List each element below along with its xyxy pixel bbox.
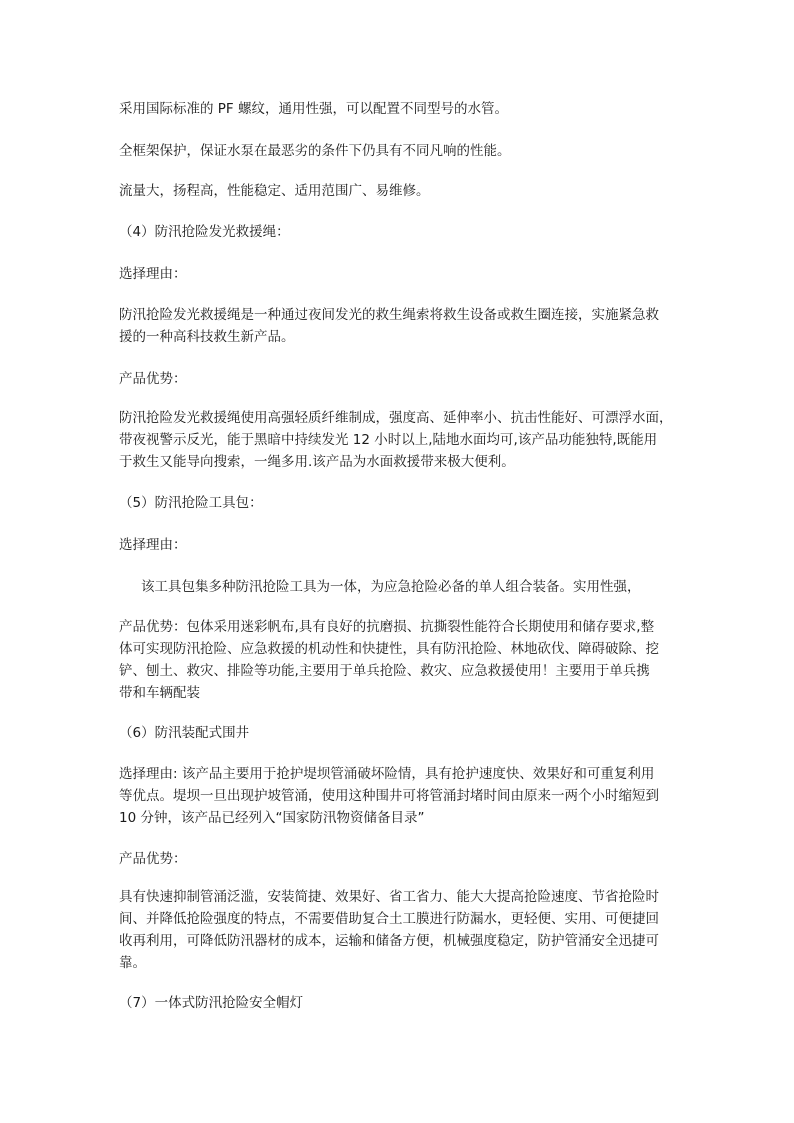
text-line: 产品优势：包体采用迷彩帆布,具有良好的抗磨损、抗撕裂性能符合长期使用和储存要求,整 xyxy=(119,619,655,635)
text-line: 采用国际标准的 PF 螺纹，通用性强，可以配置不同型号的水管。 xyxy=(119,101,508,117)
text-line: 该工具包集多种防汛抢险工具为一体，为应急抢险必备的单人组合装备。实用性强， xyxy=(141,579,641,595)
text-line: （6）防汛装配式围井 xyxy=(119,725,250,741)
text-line: 援的一种高科技救生新产品。 xyxy=(119,329,295,345)
heading-item-7 xyxy=(119,992,679,1014)
text-line: 全框架保护，保证水泵在最恶劣的条件下仍具有不同凡响的性能。 xyxy=(119,143,511,159)
text-line: 选择理由: 该产品主要用于抢护堤坝管涌破坏险情，具有抢护速度快、效果好和可重复利用 xyxy=(119,766,655,782)
text-line: 间、并降低抢险强度的特点，不需要借助复合土工膜进行防漏水，更轻便、实用、可便捷回 xyxy=(119,911,659,927)
text-line: （4）防汛抢险发光救援绳： xyxy=(119,224,290,240)
text-line: 铲、刨土、救灾、排险等功能,主要用于单兵抢险、救灾、应急救援使用！主要用于单兵携 xyxy=(119,663,650,679)
heading-item-4 xyxy=(119,221,679,243)
text-line: 防汛抢险发光救援绳是一种通过夜间发光的救生绳索将救生设备或救生圈连接，实施紧急救 xyxy=(119,307,659,323)
text-line: 产品优势： xyxy=(119,851,187,867)
paragraph-toolkit-reason xyxy=(141,576,681,598)
label-advantage-6 xyxy=(119,848,679,870)
text-line: 防汛抢险发光救援绳使用高强轻质纤维制成，强度高、延伸率小、抗击性能好、可漂浮水面， xyxy=(119,410,673,426)
paragraph-toolkit-advantage xyxy=(119,616,679,704)
text-line: 靠。 xyxy=(119,955,146,971)
paragraph-frame-protection xyxy=(119,140,679,162)
paragraph-pf-thread xyxy=(119,98,679,120)
text-line: （7）一体式防汛抢险安全帽灯 xyxy=(119,995,304,1011)
text-line: 流量大，扬程高，性能稳定、适用范围广、易维修。 xyxy=(119,183,430,199)
text-line: 等优点。堤坝一旦出现护坡管涌，使用这种围井可将管涌封堵时间由原来一两个小时缩短到 xyxy=(119,788,659,804)
paragraph-well-reason xyxy=(119,763,679,829)
text-line: 收再利用，可降低防汛器材的成本，运输和储备方便，机械强度稳定，防护管涌安全迅捷可 xyxy=(119,933,659,949)
text-line: 带和车辆配装 xyxy=(119,685,200,701)
text-line: 产品优势： xyxy=(119,371,187,387)
text-line: 选择理由： xyxy=(119,537,187,553)
paragraph-rope-advantage xyxy=(119,407,679,473)
label-reason-4 xyxy=(119,263,679,285)
paragraph-rope-reason xyxy=(119,304,679,348)
paragraph-well-advantage xyxy=(119,886,679,974)
text-line: 于救生又能导向搜索，一绳多用.该产品为水面救援带来极大便利。 xyxy=(119,454,515,470)
text-line: 带夜视警示反光，能于黑暗中持续发光 12 小时以上,陆地水面均可,该产品功能独特,既能用 xyxy=(119,432,658,448)
paragraph-flow-features xyxy=(119,180,679,202)
text-line: 10 分钟，该产品已经列入“国家防汛物资储备目录” xyxy=(119,810,425,826)
text-line: 体可实现防汛抢险、应急救援的机动性和快捷性，具有防汛抢险、林地砍伐、障碍破除、挖 xyxy=(119,641,659,657)
text-line: （5）防汛抢险工具包： xyxy=(119,495,263,511)
label-advantage-4 xyxy=(119,368,679,390)
heading-item-5 xyxy=(119,492,679,514)
text-line: 具有快速抑制管涌泛滥，安装简捷、效果好、省工省力、能大大提高抢险速度、节省抢险时 xyxy=(119,889,659,905)
text-line: 选择理由： xyxy=(119,266,187,282)
heading-item-6 xyxy=(119,722,679,744)
label-reason-5 xyxy=(119,534,679,556)
